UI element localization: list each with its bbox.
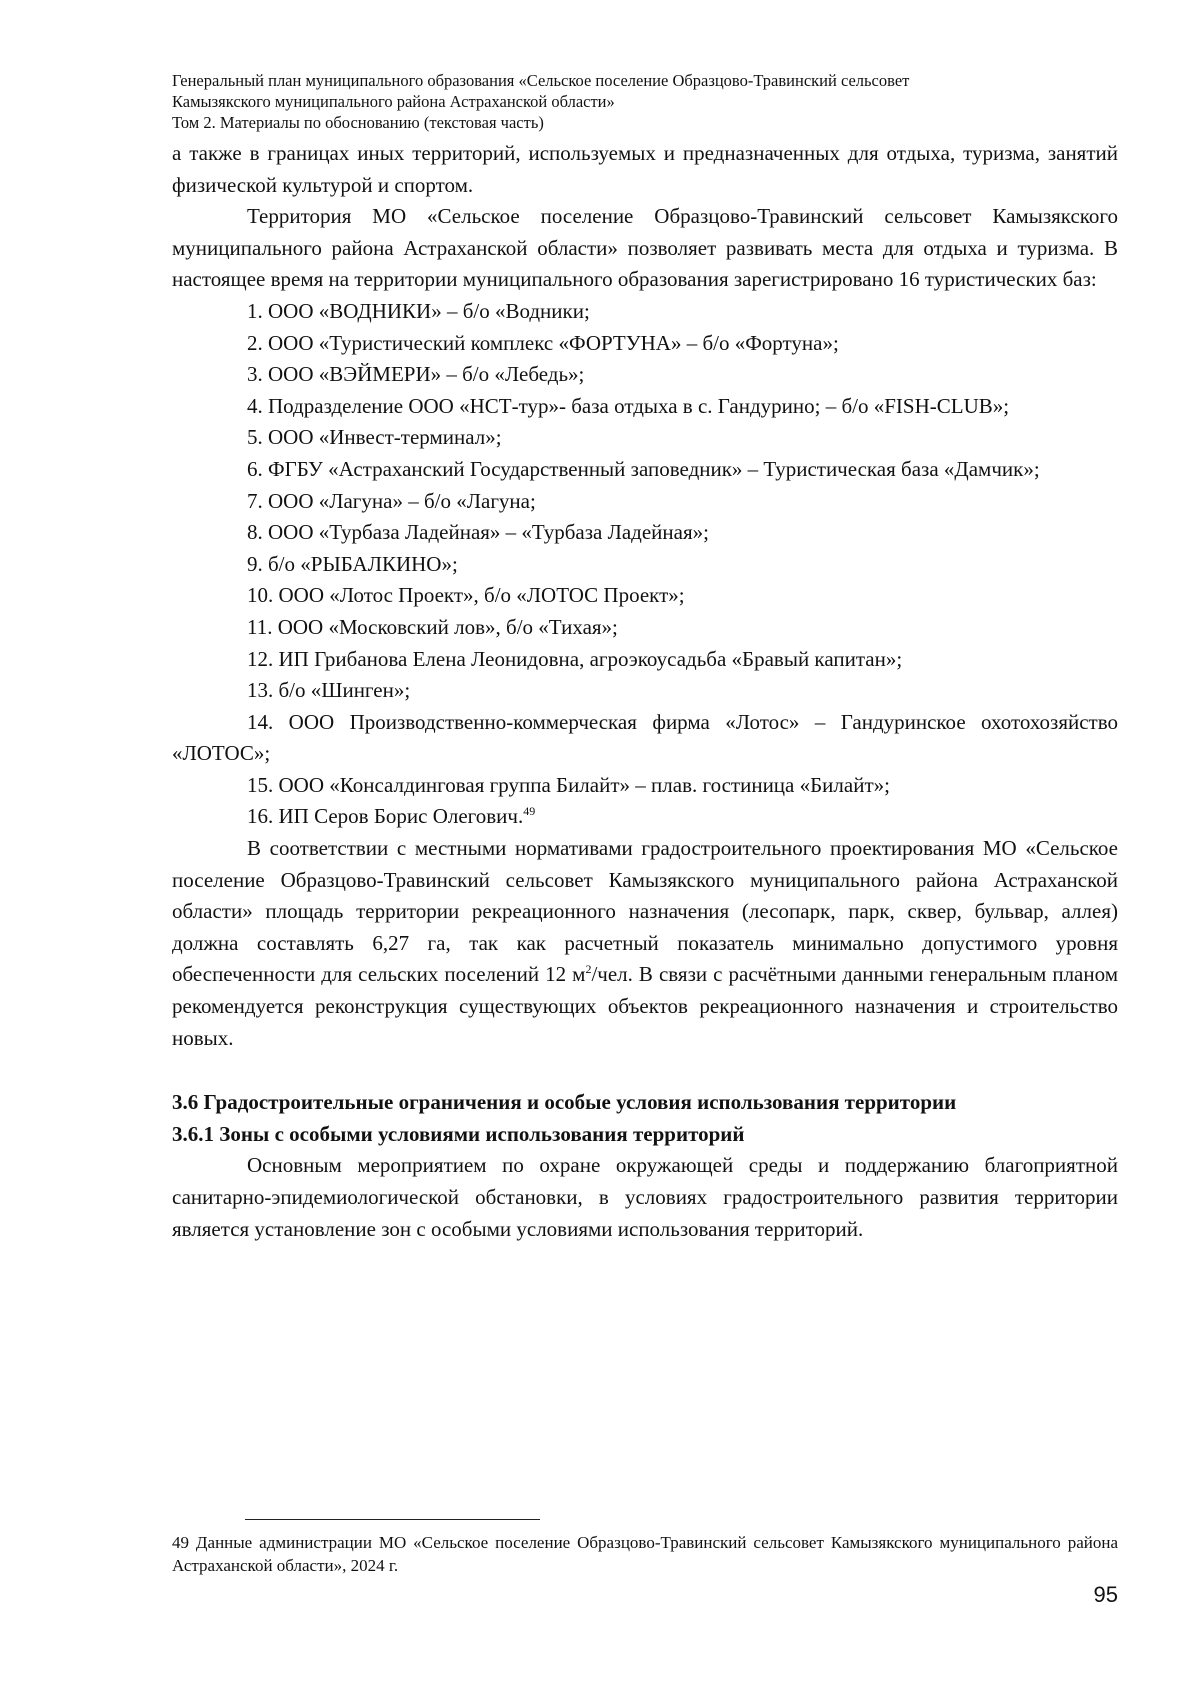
list-item: 15. ООО «Консалдинговая группа Билайт» – плав. гостиница «Билайт»; <box>247 772 890 797</box>
list-item-text: 16. ИП Серов Борис Олегович. <box>247 804 524 829</box>
list-item: 6. ФГБУ «Астраханский Государственный заповедник» – Туристическая база «Дамчик»; <box>247 456 1040 481</box>
list-item: 12. ИП Грибанова Елена Леонидовна, агроэкоусадьба «Бравый капитан»; <box>247 646 903 671</box>
header-line-1: Генеральный план муниципального образования «Сельское поселение Образцово-Травинский сельсовет <box>172 71 910 90</box>
list-item: 10. ООО «Лотос Проект», б/о «ЛОТОС Проект»; <box>247 583 685 608</box>
list-item: 3. ООО «ВЭЙМЕРИ» – б/о «Лебедь»; <box>247 362 585 387</box>
list-item: 5. ООО «Инвест-терминал»; <box>247 425 502 450</box>
intro-continuation: а также в границах иных территорий, используемых и предназначенных для отдыха, туризма, занятий физической культурой и спортом. <box>172 141 1118 197</box>
footnote-reference[interactable]: 49 <box>523 804 536 819</box>
list-item <box>172 801 1118 833</box>
list-item: 13. б/о «Шинген»; <box>247 678 411 703</box>
list-item: 8. ООО «Турбаза Ладейная» – «Турбаза Ладейная»; <box>247 520 709 545</box>
body-text <box>172 138 1118 1245</box>
list-item: 1. ООО «ВОДНИКИ» – б/о «Водники; <box>247 298 590 323</box>
zones-paragraph: Основным мероприятием по охране окружающей среды и поддержанию благоприятной санитарно-эпидемиологической обстановки, в условиях градостроительного развития территории является установление зон с особыми условиями использования территорий. <box>172 1153 1118 1241</box>
section-heading-3-6-1: 3.6.1 Зоны с особыми условиями использования территорий <box>172 1121 745 1146</box>
list-item: 4. Подразделение ООО «НСТ-тур»- база отдыха в с. Гандурино; – б/о «FISH-CLUB»; <box>247 393 1010 418</box>
list-item: 2. ООО «Туристический комплекс «ФОРТУНА» – б/о «Фортуна»; <box>247 330 839 355</box>
tourist-bases-list <box>172 296 1118 833</box>
norms-paragraph <box>172 833 1118 1054</box>
list-item: 7. ООО «Лагуна» – б/о «Лагуна; <box>247 488 536 513</box>
norms-text-part-2: /чел. В связи с расчётными данными генеральным планом рекомендуется реконструкция существующих объектов рекреационного назначения и строительство новых. <box>172 962 1118 1050</box>
section-spacer <box>172 1054 1118 1087</box>
superscript-2: 2 <box>585 962 592 977</box>
page-number: 95 <box>1093 1582 1118 1607</box>
norms-text-part-1: В соответствии с местными нормативами градостроительного проектирования МО «Сельское поселение Образцово-Травинский сельсовет Камызякского муниципального района Астраханской области» площадь территории рекреационного назначения (лесопарк, парк, сквер, бульвар, аллея) должна составлять 6,27 га, так как расчетный показатель минимально допустимого уровня обеспеченности для сельских поселений 12 м <box>172 836 1118 987</box>
header-line-3: Том 2. Материалы по обоснованию (текстовая часть) <box>172 113 544 132</box>
header-line-2: Камызякского муниципального района Астраханской области» <box>172 92 615 111</box>
footnote: 49 Данные администрации МО «Сельское поселение Образцово-Травинский сельсовет Камызякского муниципального района Астраханской области», 2024 г. <box>172 1533 1118 1575</box>
territory-paragraph: Территория МО «Сельское поселение Образцово-Травинский сельсовет Камызякского муниципального района Астраханской области» позволяет развивать места для отдыха и туризма. В настоящее время на территории муниципального образования зарегистрировано 16 туристических баз: <box>172 204 1118 292</box>
document-header <box>172 70 1118 133</box>
list-item: 11. ООО «Московский лов», б/о «Тихая»; <box>247 614 618 639</box>
list-item: 9. б/о «РЫБАЛКИНО»; <box>247 551 458 576</box>
section-heading-3-6: 3.6 Градостроительные ограничения и особые условия использования территории <box>172 1090 957 1115</box>
footnote-divider <box>245 1519 540 1520</box>
list-item: 14. ООО Производственно-коммерческая фирма «Лотос» – Гандуринское охотохозяйство «ЛОТОС»; <box>172 709 1118 766</box>
